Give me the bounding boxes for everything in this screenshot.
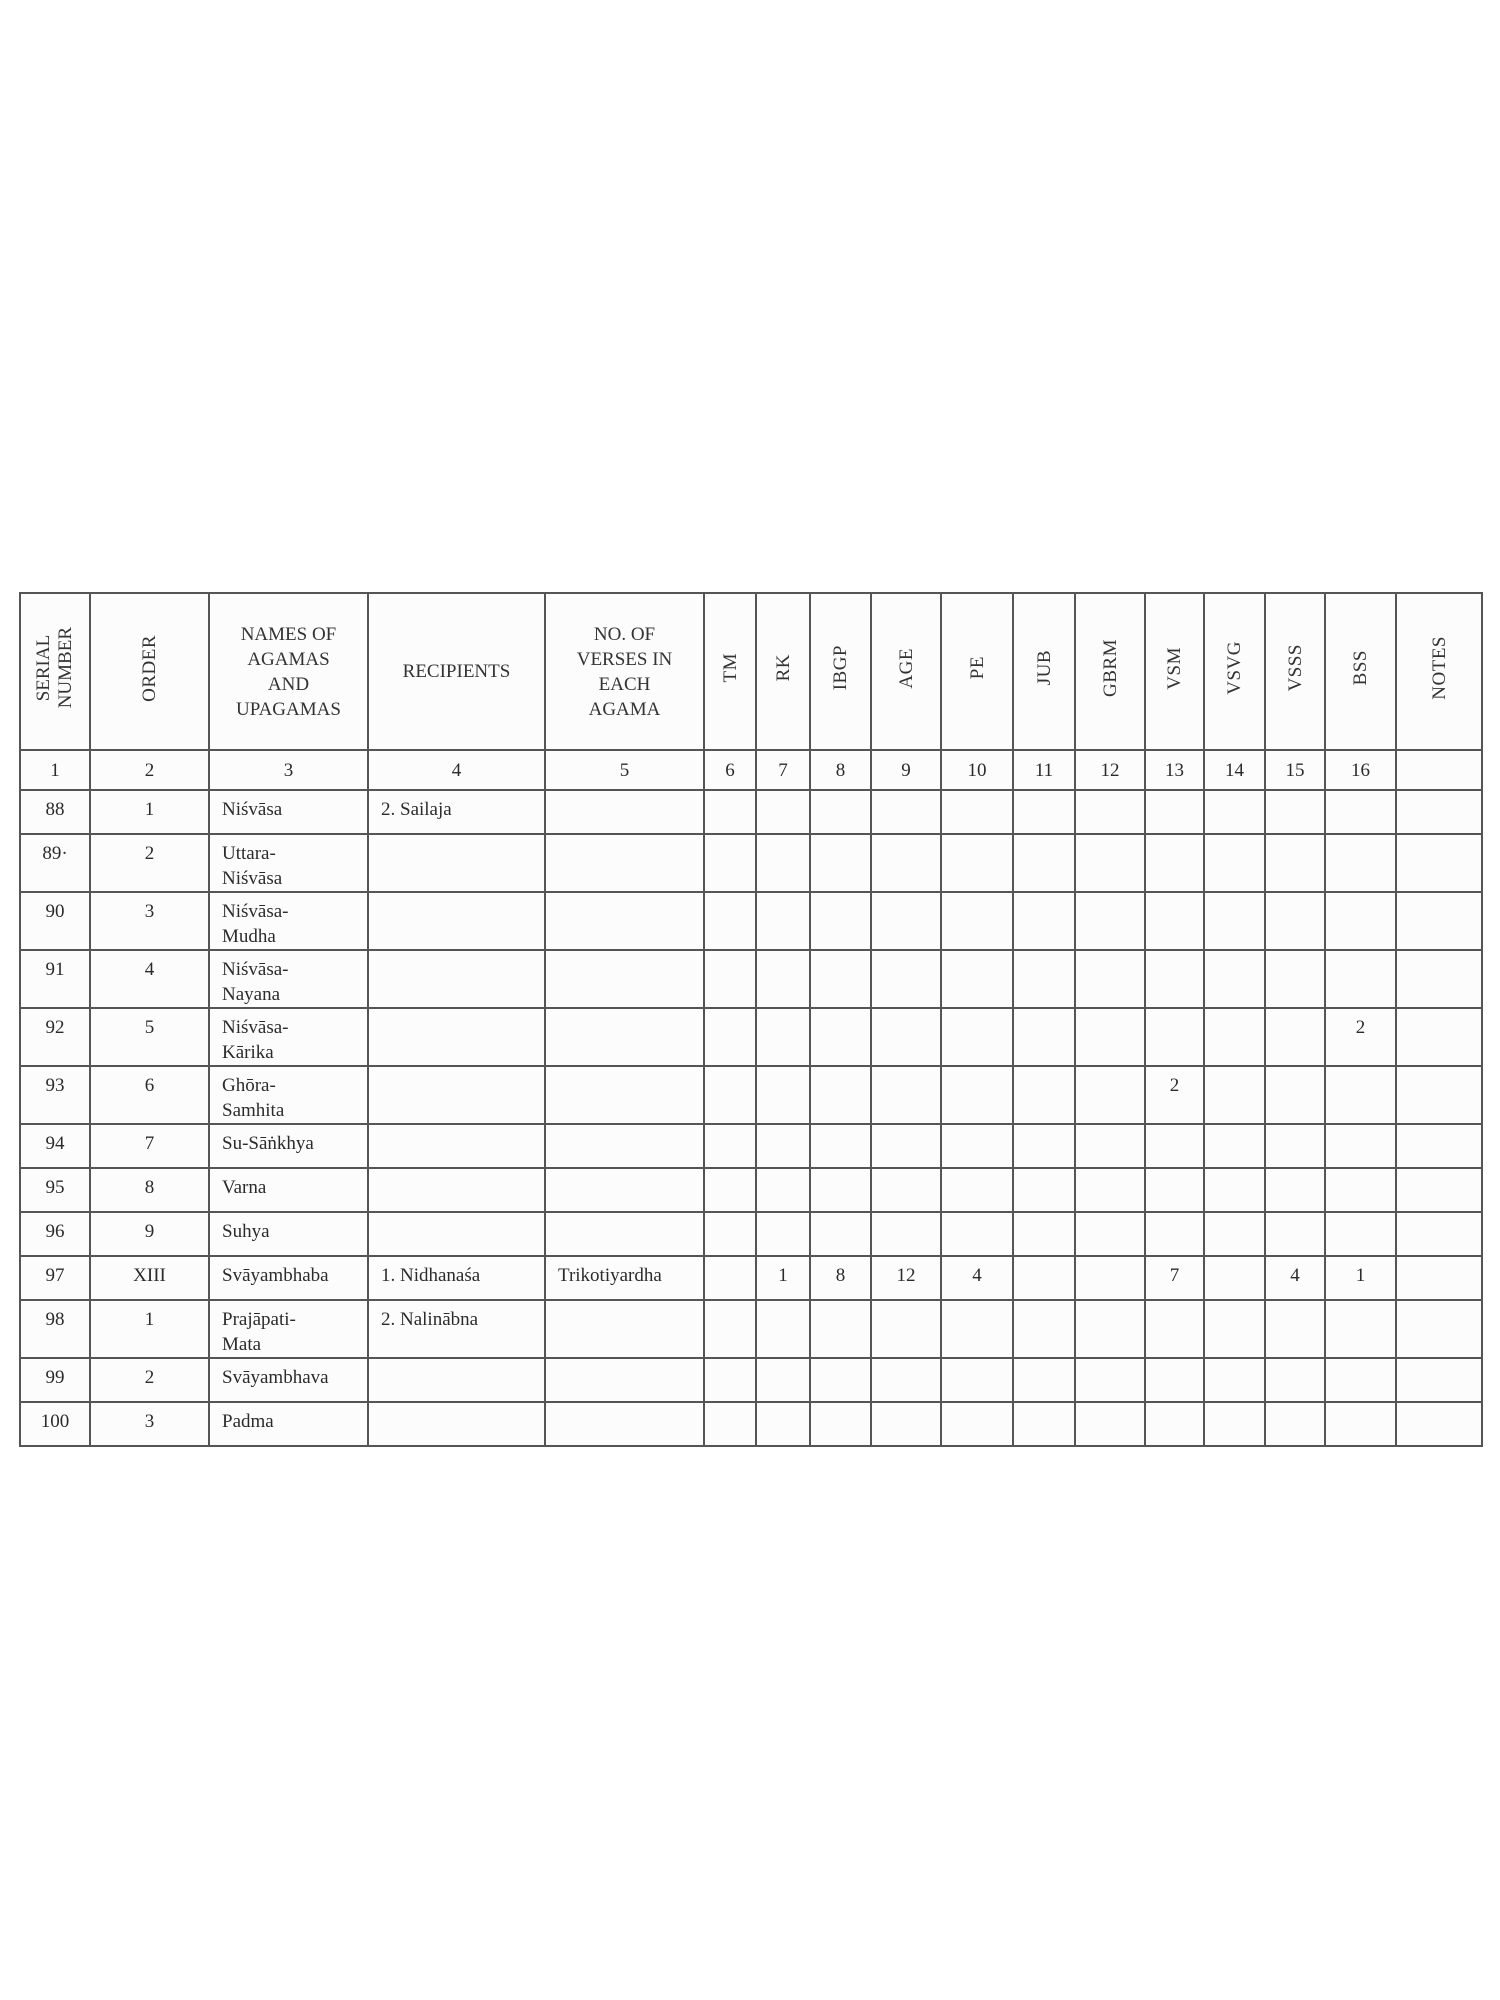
- serial-number-cell: 98: [20, 1300, 90, 1358]
- source-value-cell: [1396, 892, 1482, 950]
- order-cell: XIII: [90, 1256, 209, 1300]
- source-value-cell: 8: [810, 1256, 871, 1300]
- agama-name-cell: Varna: [209, 1168, 368, 1212]
- source-value-cell: [1145, 1168, 1204, 1212]
- recipient-cell: [368, 1402, 545, 1446]
- source-value-cell: 12: [871, 1256, 941, 1300]
- column-header-label: VSVG: [1224, 641, 1245, 695]
- source-value-cell: [756, 1124, 810, 1168]
- source-value-cell: [1396, 1402, 1482, 1446]
- recipient-cell: 2. Sailaja: [368, 790, 545, 834]
- source-value-cell: [704, 1066, 756, 1124]
- recipient-cell: [368, 1212, 545, 1256]
- source-value-cell: [1325, 1402, 1396, 1446]
- source-value-cell: [1325, 1066, 1396, 1124]
- source-value-cell: [704, 1212, 756, 1256]
- source-value-cell: [1075, 1124, 1145, 1168]
- source-value-cell: [1396, 1212, 1482, 1256]
- order-cell: 1: [90, 790, 209, 834]
- column-number: 13: [1145, 750, 1204, 790]
- source-value-cell: [704, 1124, 756, 1168]
- column-number: 7: [756, 750, 810, 790]
- source-value-cell: [1325, 1168, 1396, 1212]
- verses-cell: [545, 1212, 704, 1256]
- source-value-cell: [1396, 1358, 1482, 1402]
- table-row: [20, 1256, 1482, 1300]
- column-header-pe: [941, 593, 1013, 750]
- agama-name-cell: Padma: [209, 1402, 368, 1446]
- source-value-cell: [1013, 1256, 1075, 1300]
- source-value-cell: [871, 1008, 941, 1066]
- source-value-cell: [1145, 1358, 1204, 1402]
- table-row: [20, 950, 1482, 1008]
- column-header-age: [871, 593, 941, 750]
- source-value-cell: [810, 1168, 871, 1212]
- source-value-cell: [704, 1358, 756, 1402]
- column-header-label: AGE: [895, 647, 917, 689]
- source-value-cell: [1145, 1008, 1204, 1066]
- serial-number-cell: 95: [20, 1168, 90, 1212]
- source-value-cell: [756, 834, 810, 892]
- source-value-cell: [1075, 1066, 1145, 1124]
- table-row: [20, 1168, 1482, 1212]
- source-value-cell: [1075, 1402, 1145, 1446]
- source-value-cell: [1265, 1212, 1325, 1256]
- verses-cell: [545, 834, 704, 892]
- table-body: [20, 790, 1482, 1446]
- source-value-cell: [1396, 790, 1482, 834]
- verses-cell: Trikotiyardha: [545, 1256, 704, 1300]
- recipient-cell: [368, 1008, 545, 1066]
- source-value-cell: [1204, 892, 1265, 950]
- source-value-cell: [1013, 1300, 1075, 1358]
- column-header-verses: [545, 593, 704, 750]
- column-number: 5: [545, 750, 704, 790]
- source-value-cell: [756, 790, 810, 834]
- source-value-cell: [1325, 1212, 1396, 1256]
- source-value-cell: [1265, 1124, 1325, 1168]
- column-number: 3: [209, 750, 368, 790]
- recipient-cell: [368, 892, 545, 950]
- source-value-cell: 2: [1325, 1008, 1396, 1066]
- source-value-cell: [756, 950, 810, 1008]
- source-value-cell: [1325, 892, 1396, 950]
- recipient-cell: [368, 1168, 545, 1212]
- column-header-label: BSS: [1350, 650, 1371, 686]
- agama-name-cell: Suhya: [209, 1212, 368, 1256]
- source-value-cell: [756, 1212, 810, 1256]
- source-value-cell: [871, 834, 941, 892]
- source-value-cell: [1075, 790, 1145, 834]
- source-value-cell: [1204, 1124, 1265, 1168]
- source-value-cell: [1204, 1402, 1265, 1446]
- column-number: 16: [1325, 750, 1396, 790]
- source-value-cell: [1204, 1358, 1265, 1402]
- verses-cell: [545, 950, 704, 1008]
- source-value-cell: [1265, 834, 1325, 892]
- source-value-cell: [1325, 950, 1396, 1008]
- source-value-cell: [1265, 1358, 1325, 1402]
- agama-name-cell: Niśvāsa- Kārika: [209, 1008, 368, 1066]
- column-header-notes: [1396, 593, 1482, 750]
- order-cell: 9: [90, 1212, 209, 1256]
- source-value-cell: [1075, 950, 1145, 1008]
- agama-name-cell: Niśvāsa- Mudha: [209, 892, 368, 950]
- source-value-cell: [1204, 834, 1265, 892]
- source-value-cell: [1396, 1008, 1482, 1066]
- source-value-cell: [871, 790, 941, 834]
- column-number: 10: [941, 750, 1013, 790]
- source-value-cell: [1075, 1256, 1145, 1300]
- source-value-cell: [1396, 834, 1482, 892]
- recipient-cell: 1. Nidhanaśa: [368, 1256, 545, 1300]
- column-number: 2: [90, 750, 209, 790]
- agama-name-cell: Niśvāsa: [209, 790, 368, 834]
- source-value-cell: [871, 1300, 941, 1358]
- column-header-names: [209, 593, 368, 750]
- source-value-cell: [1204, 1008, 1265, 1066]
- serial-number-cell: 90: [20, 892, 90, 950]
- source-value-cell: 2: [1145, 1066, 1204, 1124]
- agama-name-cell: Svāyambhava: [209, 1358, 368, 1402]
- source-value-cell: [1265, 950, 1325, 1008]
- source-value-cell: [810, 1300, 871, 1358]
- source-value-cell: [941, 1300, 1013, 1358]
- agama-name-cell: Niśvāsa- Nayana: [209, 950, 368, 1008]
- column-header-vsvg: [1204, 593, 1265, 750]
- verses-cell: [545, 1008, 704, 1066]
- order-cell: 3: [90, 892, 209, 950]
- verses-cell: [545, 1168, 704, 1212]
- serial-number-cell: 89·: [20, 834, 90, 892]
- column-header-label: VSM: [1164, 646, 1185, 690]
- source-value-cell: [1204, 950, 1265, 1008]
- serial-number-cell: 96: [20, 1212, 90, 1256]
- source-value-cell: [704, 1300, 756, 1358]
- table-row: [20, 1066, 1482, 1124]
- column-header-label: JUB: [1033, 650, 1055, 686]
- verses-cell: [545, 1402, 704, 1446]
- serial-number-cell: 97: [20, 1256, 90, 1300]
- source-value-cell: [704, 1256, 756, 1300]
- source-value-cell: [871, 1066, 941, 1124]
- source-value-cell: [1265, 1402, 1325, 1446]
- source-value-cell: [1145, 950, 1204, 1008]
- source-value-cell: [1013, 1358, 1075, 1402]
- source-value-cell: [1013, 790, 1075, 834]
- column-header-label: VSSS: [1284, 644, 1306, 692]
- header-row: [20, 593, 1482, 750]
- source-value-cell: [1013, 1124, 1075, 1168]
- column-header-gbrm: [1075, 593, 1145, 750]
- source-value-cell: [810, 834, 871, 892]
- source-value-cell: [941, 1124, 1013, 1168]
- table-row: [20, 1358, 1482, 1402]
- source-value-cell: [1145, 1300, 1204, 1358]
- source-value-cell: [941, 1168, 1013, 1212]
- table-row: [20, 834, 1482, 892]
- source-value-cell: [810, 892, 871, 950]
- column-number: 11: [1013, 750, 1075, 790]
- source-value-cell: [1145, 1212, 1204, 1256]
- source-value-cell: [1075, 1300, 1145, 1358]
- agama-name-cell: Ghōra- Samhita: [209, 1066, 368, 1124]
- recipient-cell: 2. Nalinābna: [368, 1300, 545, 1358]
- column-header-tm: [704, 593, 756, 750]
- recipient-cell: [368, 1066, 545, 1124]
- serial-number-cell: 91: [20, 950, 90, 1008]
- table-row: [20, 1008, 1482, 1066]
- source-value-cell: [1145, 892, 1204, 950]
- source-value-cell: [1325, 1300, 1396, 1358]
- source-value-cell: [1325, 1124, 1396, 1168]
- agama-table: [19, 592, 1483, 1447]
- source-value-cell: [1075, 1168, 1145, 1212]
- source-value-cell: 7: [1145, 1256, 1204, 1300]
- source-value-cell: [810, 1124, 871, 1168]
- source-value-cell: [1204, 1300, 1265, 1358]
- column-number: 14: [1204, 750, 1265, 790]
- source-value-cell: [756, 1402, 810, 1446]
- column-header-label: IBGP: [830, 645, 851, 691]
- source-value-cell: [1013, 1066, 1075, 1124]
- source-value-cell: [941, 1358, 1013, 1402]
- source-value-cell: [756, 892, 810, 950]
- column-number: 6: [704, 750, 756, 790]
- source-value-cell: [1265, 1008, 1325, 1066]
- source-value-cell: [1325, 1358, 1396, 1402]
- source-value-cell: [871, 892, 941, 950]
- serial-number-cell: 93: [20, 1066, 90, 1124]
- column-header-label: RK: [772, 654, 794, 682]
- agama-name-cell: Su-Sāṅkhya: [209, 1124, 368, 1168]
- column-header-label: SERIAL NUMBER: [33, 627, 76, 709]
- source-value-cell: [1204, 1066, 1265, 1124]
- verses-cell: [545, 1300, 704, 1358]
- source-value-cell: [1265, 1300, 1325, 1358]
- order-cell: 3: [90, 1402, 209, 1446]
- source-value-cell: [941, 1008, 1013, 1066]
- column-header-label: ORDER: [139, 634, 160, 702]
- source-value-cell: [941, 950, 1013, 1008]
- source-value-cell: [704, 1402, 756, 1446]
- column-header-bss: [1325, 593, 1396, 750]
- source-value-cell: [1013, 950, 1075, 1008]
- recipient-cell: [368, 1124, 545, 1168]
- source-value-cell: [704, 1168, 756, 1212]
- source-value-cell: [704, 892, 756, 950]
- order-cell: 7: [90, 1124, 209, 1168]
- source-value-cell: [1265, 892, 1325, 950]
- source-value-cell: [1396, 1256, 1482, 1300]
- column-header-label: GBRM: [1099, 639, 1121, 697]
- order-cell: 1: [90, 1300, 209, 1358]
- column-header-label: PE: [966, 656, 988, 680]
- source-value-cell: [941, 1212, 1013, 1256]
- serial-number-cell: 99: [20, 1358, 90, 1402]
- agama-name-cell: Svāyambhaba: [209, 1256, 368, 1300]
- column-number: 9: [871, 750, 941, 790]
- column-number: 8: [810, 750, 871, 790]
- source-value-cell: [1265, 1168, 1325, 1212]
- source-value-cell: [756, 1066, 810, 1124]
- source-value-cell: [871, 1402, 941, 1446]
- order-cell: 2: [90, 1358, 209, 1402]
- column-header-label: NAMES OF AGAMAS AND UPAGAMAS: [236, 623, 341, 720]
- source-value-cell: [1145, 1402, 1204, 1446]
- column-header-vsm: [1145, 593, 1204, 750]
- source-value-cell: [1396, 1124, 1482, 1168]
- column-header-vsss: [1265, 593, 1325, 750]
- source-value-cell: [1396, 1168, 1482, 1212]
- order-cell: 2: [90, 834, 209, 892]
- source-value-cell: [1204, 1212, 1265, 1256]
- source-value-cell: [1204, 790, 1265, 834]
- column-number: 12: [1075, 750, 1145, 790]
- verses-cell: [545, 790, 704, 834]
- column-header-label: RECIPIENTS: [402, 661, 511, 682]
- source-value-cell: [1145, 1124, 1204, 1168]
- source-value-cell: [941, 790, 1013, 834]
- source-value-cell: [704, 834, 756, 892]
- verses-cell: [545, 1066, 704, 1124]
- source-value-cell: [704, 1008, 756, 1066]
- column-header-label: NOTES: [1428, 636, 1450, 700]
- table-row: [20, 790, 1482, 834]
- source-value-cell: [1013, 1402, 1075, 1446]
- column-number: 4: [368, 750, 545, 790]
- table-row: [20, 892, 1482, 950]
- source-value-cell: [941, 834, 1013, 892]
- source-value-cell: [704, 790, 756, 834]
- table-row: [20, 1124, 1482, 1168]
- source-value-cell: [1013, 892, 1075, 950]
- source-value-cell: [704, 950, 756, 1008]
- source-value-cell: [1013, 1212, 1075, 1256]
- source-value-cell: [810, 790, 871, 834]
- column-number: 15: [1265, 750, 1325, 790]
- agama-name-cell: Prajāpati- Mata: [209, 1300, 368, 1358]
- table-row: [20, 1300, 1482, 1358]
- order-cell: 6: [90, 1066, 209, 1124]
- column-header-ibgp: [810, 593, 871, 750]
- serial-number-cell: 92: [20, 1008, 90, 1066]
- source-value-cell: [871, 1124, 941, 1168]
- serial-number-cell: 88: [20, 790, 90, 834]
- serial-number-cell: 100: [20, 1402, 90, 1446]
- source-value-cell: [810, 1008, 871, 1066]
- agama-table-wrapper: [19, 592, 1481, 1447]
- column-header-label: NO. OF VERSES IN EACH AGAMA: [576, 623, 673, 720]
- order-cell: 8: [90, 1168, 209, 1212]
- source-value-cell: [1013, 1168, 1075, 1212]
- source-value-cell: [871, 950, 941, 1008]
- column-header-order: [90, 593, 209, 750]
- source-value-cell: [810, 1358, 871, 1402]
- source-value-cell: [871, 1358, 941, 1402]
- source-value-cell: [756, 1168, 810, 1212]
- source-value-cell: 1: [1325, 1256, 1396, 1300]
- source-value-cell: [1204, 1168, 1265, 1212]
- source-value-cell: [941, 892, 1013, 950]
- verses-cell: [545, 892, 704, 950]
- source-value-cell: [871, 1212, 941, 1256]
- source-value-cell: [756, 1300, 810, 1358]
- serial-number-cell: 94: [20, 1124, 90, 1168]
- source-value-cell: [871, 1168, 941, 1212]
- recipient-cell: [368, 950, 545, 1008]
- source-value-cell: [1396, 950, 1482, 1008]
- source-value-cell: [1145, 790, 1204, 834]
- column-number: 1: [20, 750, 90, 790]
- order-cell: 5: [90, 1008, 209, 1066]
- source-value-cell: 4: [941, 1256, 1013, 1300]
- agama-name-cell: Uttara- Niśvāsa: [209, 834, 368, 892]
- source-value-cell: [941, 1402, 1013, 1446]
- source-value-cell: 1: [756, 1256, 810, 1300]
- source-value-cell: [1265, 790, 1325, 834]
- column-header-recipients: [368, 593, 545, 750]
- source-value-cell: 4: [1265, 1256, 1325, 1300]
- source-value-cell: [756, 1358, 810, 1402]
- source-value-cell: [1075, 834, 1145, 892]
- source-value-cell: [810, 1212, 871, 1256]
- source-value-cell: [1145, 834, 1204, 892]
- source-value-cell: [1075, 1212, 1145, 1256]
- source-value-cell: [810, 1402, 871, 1446]
- source-value-cell: [1075, 1008, 1145, 1066]
- source-value-cell: [1204, 1256, 1265, 1300]
- column-number-row: [20, 750, 1482, 790]
- source-value-cell: [1325, 790, 1396, 834]
- order-cell: 4: [90, 950, 209, 1008]
- column-number: [1396, 750, 1482, 790]
- column-header-rk: [756, 593, 810, 750]
- verses-cell: [545, 1358, 704, 1402]
- column-header-jub: [1013, 593, 1075, 750]
- column-header-serial: [20, 593, 90, 750]
- verses-cell: [545, 1124, 704, 1168]
- table-row: [20, 1212, 1482, 1256]
- source-value-cell: [810, 950, 871, 1008]
- source-value-cell: [1396, 1300, 1482, 1358]
- source-value-cell: [756, 1008, 810, 1066]
- source-value-cell: [1013, 834, 1075, 892]
- source-value-cell: [1075, 1358, 1145, 1402]
- source-value-cell: [1396, 1066, 1482, 1124]
- recipient-cell: [368, 1358, 545, 1402]
- column-header-label: TM: [719, 653, 741, 683]
- recipient-cell: [368, 834, 545, 892]
- source-value-cell: [1013, 1008, 1075, 1066]
- source-value-cell: [1265, 1066, 1325, 1124]
- source-value-cell: [1325, 834, 1396, 892]
- source-value-cell: [1075, 892, 1145, 950]
- table-row: [20, 1402, 1482, 1446]
- source-value-cell: [810, 1066, 871, 1124]
- source-value-cell: [941, 1066, 1013, 1124]
